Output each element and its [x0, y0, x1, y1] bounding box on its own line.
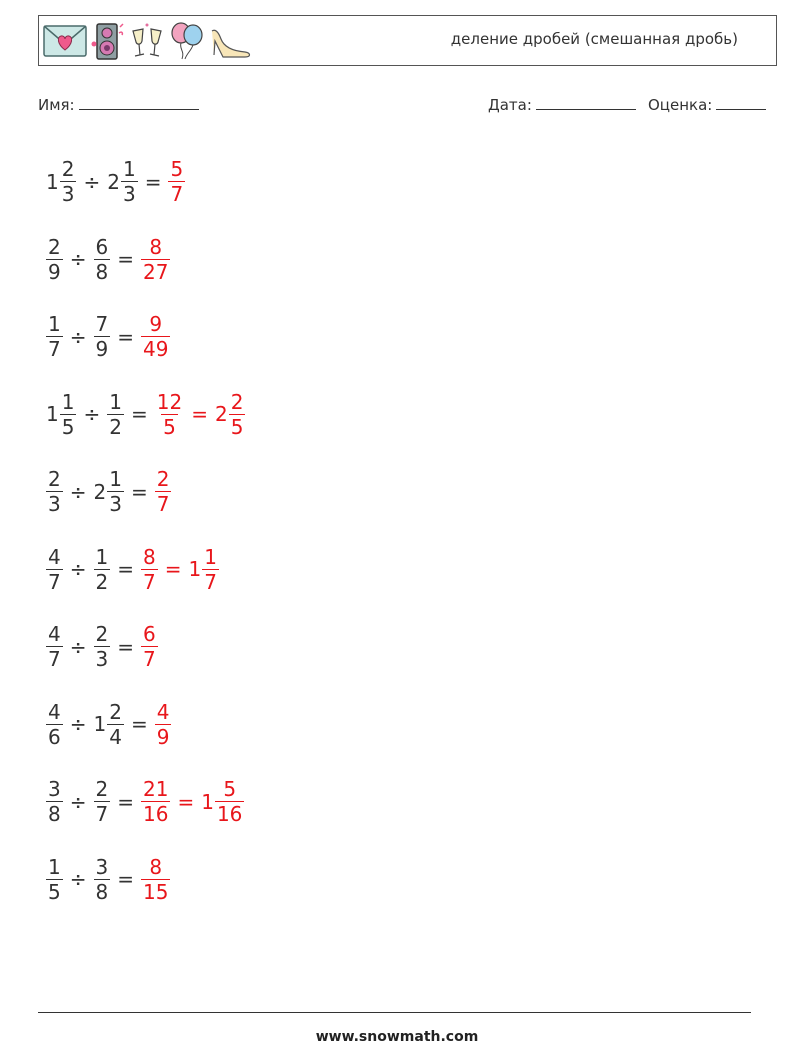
dividend-mixed-number — [46, 544, 63, 594]
balloons-icon — [169, 21, 205, 61]
divisor-fraction — [121, 157, 138, 207]
problem-row — [46, 298, 245, 376]
answer-fraction — [141, 622, 158, 672]
answer-simplified-whole: 2 — [214, 402, 228, 427]
dividend-numerator: 4 — [48, 544, 61, 569]
dividend-numerator: 4 — [48, 699, 61, 724]
dividend-numerator: 1 — [48, 312, 61, 337]
dividend-mixed-number — [46, 389, 76, 439]
answer-simplified-fraction — [215, 777, 244, 827]
answer-mixed-number — [155, 467, 172, 517]
dividend-denominator: 5 — [61, 414, 75, 439]
dividend-denominator: 7 — [48, 569, 61, 594]
dividend-fraction — [46, 544, 63, 594]
dividend-mixed-number — [46, 234, 63, 284]
answer-denominator: 9 — [156, 724, 170, 749]
divisor-fraction — [94, 234, 111, 284]
equals-sign: = — [144, 169, 162, 194]
answer-simplified-mixed-number — [201, 777, 244, 827]
divisor-denominator: 2 — [95, 569, 109, 594]
dividend-denominator: 7 — [48, 337, 61, 362]
answer-numerator: 21 — [143, 777, 169, 802]
problem-row — [46, 841, 245, 919]
divisor-numerator: 2 — [95, 622, 109, 647]
divisor-mixed-number — [107, 157, 137, 207]
equals-sign: = — [117, 867, 134, 892]
answer-numerator: 8 — [149, 234, 163, 259]
divisor-mixed-number — [93, 467, 124, 517]
dividend-fraction — [46, 777, 63, 827]
divide-sign: ÷ — [69, 712, 87, 737]
divisor-denominator: 3 — [122, 182, 136, 207]
speaker-icon — [91, 21, 125, 61]
answer-numerator: 9 — [149, 312, 163, 337]
divisor-mixed-number — [94, 854, 111, 904]
answer-mixed-number — [141, 234, 170, 284]
divisor-denominator: 4 — [109, 724, 122, 749]
answer-simplified-numerator: 1 — [204, 544, 217, 569]
answer-mixed-number — [141, 544, 158, 594]
divisor-numerator: 1 — [109, 467, 122, 492]
answer-numerator: 5 — [170, 157, 184, 182]
divisor-mixed-number — [94, 622, 111, 672]
answer — [155, 389, 246, 439]
divisor-denominator: 8 — [95, 879, 109, 904]
answer-simplified-denominator: 16 — [216, 802, 243, 827]
dividend-mixed-number — [46, 157, 76, 207]
dividend-mixed-number — [46, 467, 63, 517]
answer-mixed-number — [141, 777, 170, 827]
answer — [155, 467, 172, 517]
dividend-numerator: 4 — [48, 622, 61, 647]
divisor-denominator: 3 — [109, 492, 122, 517]
answer-numerator: 2 — [156, 467, 170, 492]
problem-row — [46, 453, 245, 531]
dividend-fraction — [46, 622, 63, 672]
divisor-numerator: 6 — [95, 234, 109, 259]
divisor-numerator: 1 — [109, 389, 122, 414]
divisor-mixed-number — [93, 699, 124, 749]
answer-fraction — [141, 312, 170, 362]
divide-sign: ÷ — [69, 557, 87, 582]
dividend-mixed-number — [46, 854, 63, 904]
grade-field — [648, 95, 766, 114]
divisor-numerator: 7 — [95, 312, 109, 337]
footer-url: www.snowmath.com — [315, 1029, 479, 1045]
divisor-fraction — [94, 544, 111, 594]
problem-list — [46, 143, 245, 918]
answer-mixed-number — [141, 312, 170, 362]
divisor-fraction — [94, 854, 111, 904]
answer-mixed-number — [155, 699, 172, 749]
divide-sign: ÷ — [69, 479, 87, 504]
dividend-denominator: 5 — [48, 879, 61, 904]
answer-fraction — [141, 854, 170, 904]
problem-row — [46, 763, 245, 841]
dividend-fraction — [46, 467, 63, 517]
divisor-denominator: 8 — [95, 259, 109, 284]
dividend-denominator: 3 — [48, 492, 61, 517]
divisor-mixed-number — [94, 777, 111, 827]
dividend-mixed-number — [46, 312, 63, 362]
high-heel-shoe-icon — [209, 21, 253, 61]
divisor-fraction — [107, 389, 124, 439]
problem-row — [46, 608, 245, 686]
dividend-mixed-number — [46, 622, 63, 672]
dividend-whole: 1 — [46, 169, 59, 194]
answer-simplified-mixed-number — [188, 544, 219, 594]
answer-numerator: 8 — [149, 854, 163, 879]
divide-sign: ÷ — [69, 634, 87, 659]
dividend-denominator: 8 — [48, 802, 61, 827]
header-icons — [43, 20, 257, 62]
answer-simplified-denominator: 5 — [230, 414, 244, 439]
date-field — [488, 95, 636, 114]
answer-mixed-number — [141, 622, 158, 672]
answer — [141, 622, 158, 672]
worksheet-title: деление дробей (смешанная дробь) — [450, 30, 738, 48]
answer-denominator: 27 — [143, 259, 169, 284]
answer — [141, 854, 170, 904]
answer-denominator: 16 — [143, 802, 169, 827]
date-blank[interactable] — [536, 95, 636, 110]
dividend-numerator: 2 — [61, 157, 75, 182]
dividend-fraction — [46, 234, 63, 284]
answer-numerator: 12 — [156, 389, 183, 414]
answer-mixed-number — [141, 854, 170, 904]
divisor-whole: 1 — [93, 712, 107, 737]
equals-sign: = — [117, 247, 134, 272]
divisor-numerator: 2 — [109, 699, 122, 724]
dividend-fraction — [46, 312, 63, 362]
answer-fraction — [155, 467, 172, 517]
divisor-whole: 2 — [93, 479, 107, 504]
equals-sign: = — [117, 324, 134, 349]
equals-sign: = — [117, 557, 134, 582]
equals-sign: = — [130, 712, 148, 737]
answer-fraction — [141, 234, 170, 284]
dividend-numerator: 2 — [48, 234, 61, 259]
dividend-numerator: 3 — [48, 777, 61, 802]
answer-mixed-number — [168, 157, 185, 207]
answer-denominator: 7 — [143, 569, 156, 594]
divide-sign: ÷ — [69, 867, 87, 892]
divisor-fraction — [94, 777, 111, 827]
answer-denominator: 7 — [170, 182, 184, 207]
answer-fraction — [155, 699, 172, 749]
answer-numerator: 6 — [143, 622, 156, 647]
answer — [141, 312, 170, 362]
dividend-mixed-number — [46, 777, 63, 827]
answer-fraction — [141, 544, 158, 594]
equals-sign: = — [117, 789, 134, 814]
answer-denominator: 49 — [143, 337, 169, 362]
divisor-mixed-number — [94, 234, 111, 284]
divisor-denominator: 3 — [95, 647, 109, 672]
worksheet-header — [38, 15, 777, 66]
dividend-denominator: 7 — [48, 647, 61, 672]
answer-fraction — [168, 157, 185, 207]
grade-label: Оценка: — [648, 96, 713, 114]
answer-simplified-whole: 1 — [188, 557, 202, 582]
answer-numerator: 4 — [156, 699, 170, 724]
divisor-denominator: 9 — [95, 337, 109, 362]
divisor-numerator: 2 — [95, 777, 109, 802]
problem-row — [46, 221, 245, 299]
answer-simplified-fraction — [229, 389, 246, 439]
dividend-numerator: 2 — [48, 467, 61, 492]
dividend-whole: 1 — [46, 402, 59, 427]
problem-row — [46, 143, 245, 221]
dividend-denominator: 9 — [48, 259, 61, 284]
answer-simplified-numerator: 2 — [230, 389, 244, 414]
answer-simplified-fraction — [202, 544, 219, 594]
dividend-fraction — [60, 389, 77, 439]
answer — [141, 544, 219, 594]
dividend-numerator: 1 — [48, 854, 61, 879]
divisor-fraction — [107, 699, 124, 749]
divisor-whole: 2 — [107, 169, 120, 194]
name-label: Имя: — [38, 96, 75, 114]
answer-denominator: 7 — [143, 647, 156, 672]
problem-row — [46, 531, 245, 609]
answer-simplified-numerator: 5 — [223, 777, 237, 802]
equals-sign: = — [130, 479, 148, 504]
equals-sign: = — [117, 634, 134, 659]
answer — [168, 157, 185, 207]
answer-equals-sign: = — [191, 402, 208, 427]
dividend-fraction — [46, 854, 63, 904]
name-blank[interactable] — [79, 95, 199, 110]
answer-simplified-denominator: 7 — [204, 569, 217, 594]
problem-row — [46, 686, 245, 764]
divisor-fraction — [107, 467, 124, 517]
answer-denominator: 5 — [163, 414, 176, 439]
divisor-denominator: 7 — [95, 802, 109, 827]
divisor-numerator: 1 — [95, 544, 109, 569]
problem-row — [46, 376, 245, 454]
dividend-fraction — [60, 157, 77, 207]
answer-simplified-mixed-number — [214, 389, 245, 439]
dividend-mixed-number — [46, 699, 63, 749]
champagne-glasses-icon — [129, 21, 165, 61]
divisor-denominator: 2 — [109, 414, 122, 439]
answer-denominator: 7 — [156, 492, 170, 517]
divisor-mixed-number — [107, 389, 124, 439]
divisor-numerator: 3 — [95, 854, 109, 879]
date-label: Дата: — [488, 96, 532, 114]
dividend-fraction — [46, 699, 63, 749]
answer — [155, 699, 172, 749]
divide-sign: ÷ — [69, 324, 87, 349]
answer-numerator: 8 — [143, 544, 156, 569]
answer — [141, 777, 244, 827]
name-field — [38, 95, 199, 114]
answer-fraction — [155, 389, 184, 439]
dividend-denominator: 3 — [61, 182, 75, 207]
answer — [141, 234, 170, 284]
dividend-denominator: 6 — [48, 724, 61, 749]
divisor-fraction — [94, 622, 111, 672]
divisor-fraction — [94, 312, 111, 362]
divisor-mixed-number — [94, 312, 111, 362]
divisor-mixed-number — [94, 544, 111, 594]
divide-sign: ÷ — [69, 789, 87, 814]
divisor-numerator: 1 — [122, 157, 136, 182]
grade-blank[interactable] — [716, 95, 766, 110]
answer-equals-sign: = — [177, 789, 195, 814]
divide-sign: ÷ — [69, 247, 87, 272]
equals-sign: = — [130, 402, 148, 427]
divide-sign: ÷ — [83, 169, 101, 194]
footer-divider — [38, 1012, 751, 1013]
answer-fraction — [141, 777, 170, 827]
divide-sign: ÷ — [83, 402, 101, 427]
answer-simplified-whole: 1 — [201, 789, 214, 814]
dividend-numerator: 1 — [61, 389, 75, 414]
answer-mixed-number — [155, 389, 184, 439]
envelope-heart-icon — [43, 24, 87, 58]
answer-equals-sign: = — [164, 557, 182, 582]
answer-denominator: 15 — [143, 879, 169, 904]
